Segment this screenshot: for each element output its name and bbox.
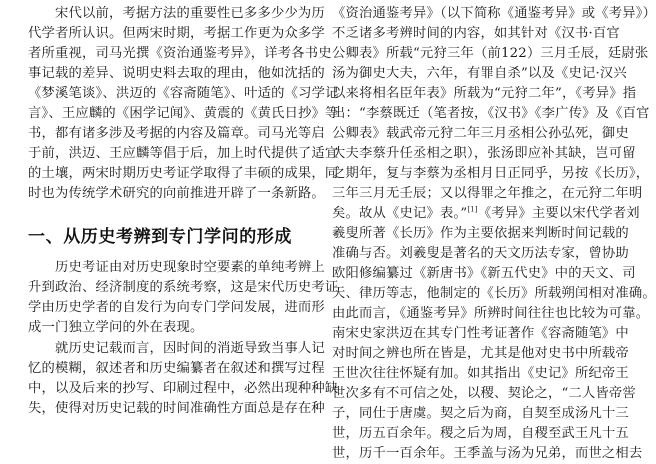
text-line: 宋代以前，考据方法的重要性已多多少少为历 <box>28 6 325 21</box>
text-line: 的土壤，两宋时期历史考证学取得了丰硕的成果，同 <box>28 166 339 181</box>
text-line: 书，都有诸多涉及考据的内容及篇章。司马光等启 <box>28 126 325 141</box>
paragraph-time-accuracy <box>28 339 339 419</box>
text-line: 由此而言，《通鉴考异》所辨时间往往也比较为可靠。 <box>332 306 650 321</box>
text-line: 者所重视，司马光撰《资治通鉴考异》，详考各书史 <box>28 46 332 61</box>
text-line: 世次多有不可信之处，以稷、契论之，“二人皆帝喾 <box>332 386 636 401</box>
text-line: 对时间之辨也所在皆是，尤其是他对史书中所载帝 <box>332 346 629 361</box>
text-line: 成一门独立学问的外在表现。 <box>28 320 204 335</box>
text-line: 不乏诸多考辨时间的内容，如其针对《汉书·百官 <box>332 26 620 41</box>
text-line: 羲叟所著《长历》作为主要依据来判断时间记载的 <box>332 226 629 241</box>
text-line: 学由历史学者的自发行为向专门学问发展，进而形 <box>28 300 325 315</box>
text-line: 准确与否。刘羲叟是著名的天文历法专家，曾协助 <box>332 246 629 261</box>
text-line: 汤为御史大夫，六年，有罪自杀”以及《史记·汉兴 <box>332 66 627 81</box>
text-line: 失，使得对历史记载的时间准确性方面总是存在种 <box>28 401 325 416</box>
text-line: 王世次往往怀疑有加。如其指出《史记》所纪帝王 <box>332 366 629 381</box>
text-line: 忆的模糊，叙述者和历史编纂者在叙述和撰写过程 <box>28 361 325 376</box>
text-line: 南宋史家洪迈在其专门性考证著作《容斋随笔》中 <box>332 326 629 341</box>
text-line: 《资治通鉴考异》（以下简称《通鉴考异》或《考异》） <box>332 6 656 21</box>
text-line: 历史考证由对历史现象时空要素的单纯考辨上 <box>28 260 325 275</box>
text-line: 公卿表》所载“元狩三年（前122）三月壬辰，廷尉张 <box>332 46 649 61</box>
text-line: 事记载的差异、说明史料去取的理由，他如沈括的 <box>28 66 325 81</box>
text-line: 三年三月无壬辰；又以得罪之年推之，在元狩二年明 <box>332 186 643 201</box>
section-heading: 一、从历史考辨到专门学问的形成 <box>28 227 292 247</box>
text-line: 之期年，复与李蔡为丞相月日正同乎，另按《长历》， <box>332 166 650 181</box>
text-line: 《梦溪笔谈》、洪迈的《容斋随笔》、叶适的《习学记 <box>28 86 339 101</box>
footnote-marker: [1] <box>467 205 478 214</box>
text-line: 升到政治、经济制度的系统考察，这是宋代历史考证 <box>28 280 339 295</box>
text-line: 世，历五百余年。稷之后为周，自稷至武王凡十五 <box>332 426 629 441</box>
text-line: 公卿表》载武帝元狩二年三月丞相公孙弘死，御史 <box>332 126 629 141</box>
text-line: 天、律历等志，他制定的《长历》所载朔闰相对准确。 <box>332 286 656 301</box>
text-fragment: 《考异》主要以宋代学者刘 <box>477 206 640 221</box>
text-fragment: 矣。故从《史记》表。” <box>332 206 468 221</box>
text-line: 中，以及后来的抄写、印刷过程中，必然出现种种缺 <box>28 381 339 396</box>
text-line: 出：“李蔡既迁（笔者按，《汉书》《李广传》及《百官 <box>332 106 650 121</box>
text-line: 时也为传统学术研究的向前推进开辟了一条新路。 <box>28 186 325 201</box>
text-line: 代学者所认识。但两宋时期，考据工作更为众多学 <box>28 26 325 41</box>
text-line: 欧阳修编纂过《新唐书》《新五代史》中的天文、司 <box>332 266 636 281</box>
paragraph-historical-evidence-discipline <box>28 258 339 338</box>
text-line: 于前，洪迈、王应麟等倡于后，加上时代提供了适宜 <box>28 146 339 161</box>
text-line: 子，同仕于唐虞。契之后为商，自契至成汤凡十三 <box>332 406 629 421</box>
paragraph-song-dynasty-textual-research <box>28 4 339 204</box>
text-line: 世，历千一百余年。王季盖与汤为兄弟，而世之相去 <box>332 446 643 461</box>
text-line: 大夫李蔡升任丞相之职），张汤即应补其缺，岂可留 <box>332 146 636 161</box>
text-line: 以来将相名臣年表》所载为“元狩二年”，《考异》指 <box>332 86 637 101</box>
text-line: 言》、王应麟的《困学记闻》、黄震的《黄氏日抄》等 <box>28 106 339 121</box>
text-line: 就历史记载而言，因时间的消逝导致当事人记 <box>28 341 325 356</box>
paragraph-tongjian-kaoyi <box>332 4 656 464</box>
text-line-with-footnote <box>332 204 644 224</box>
